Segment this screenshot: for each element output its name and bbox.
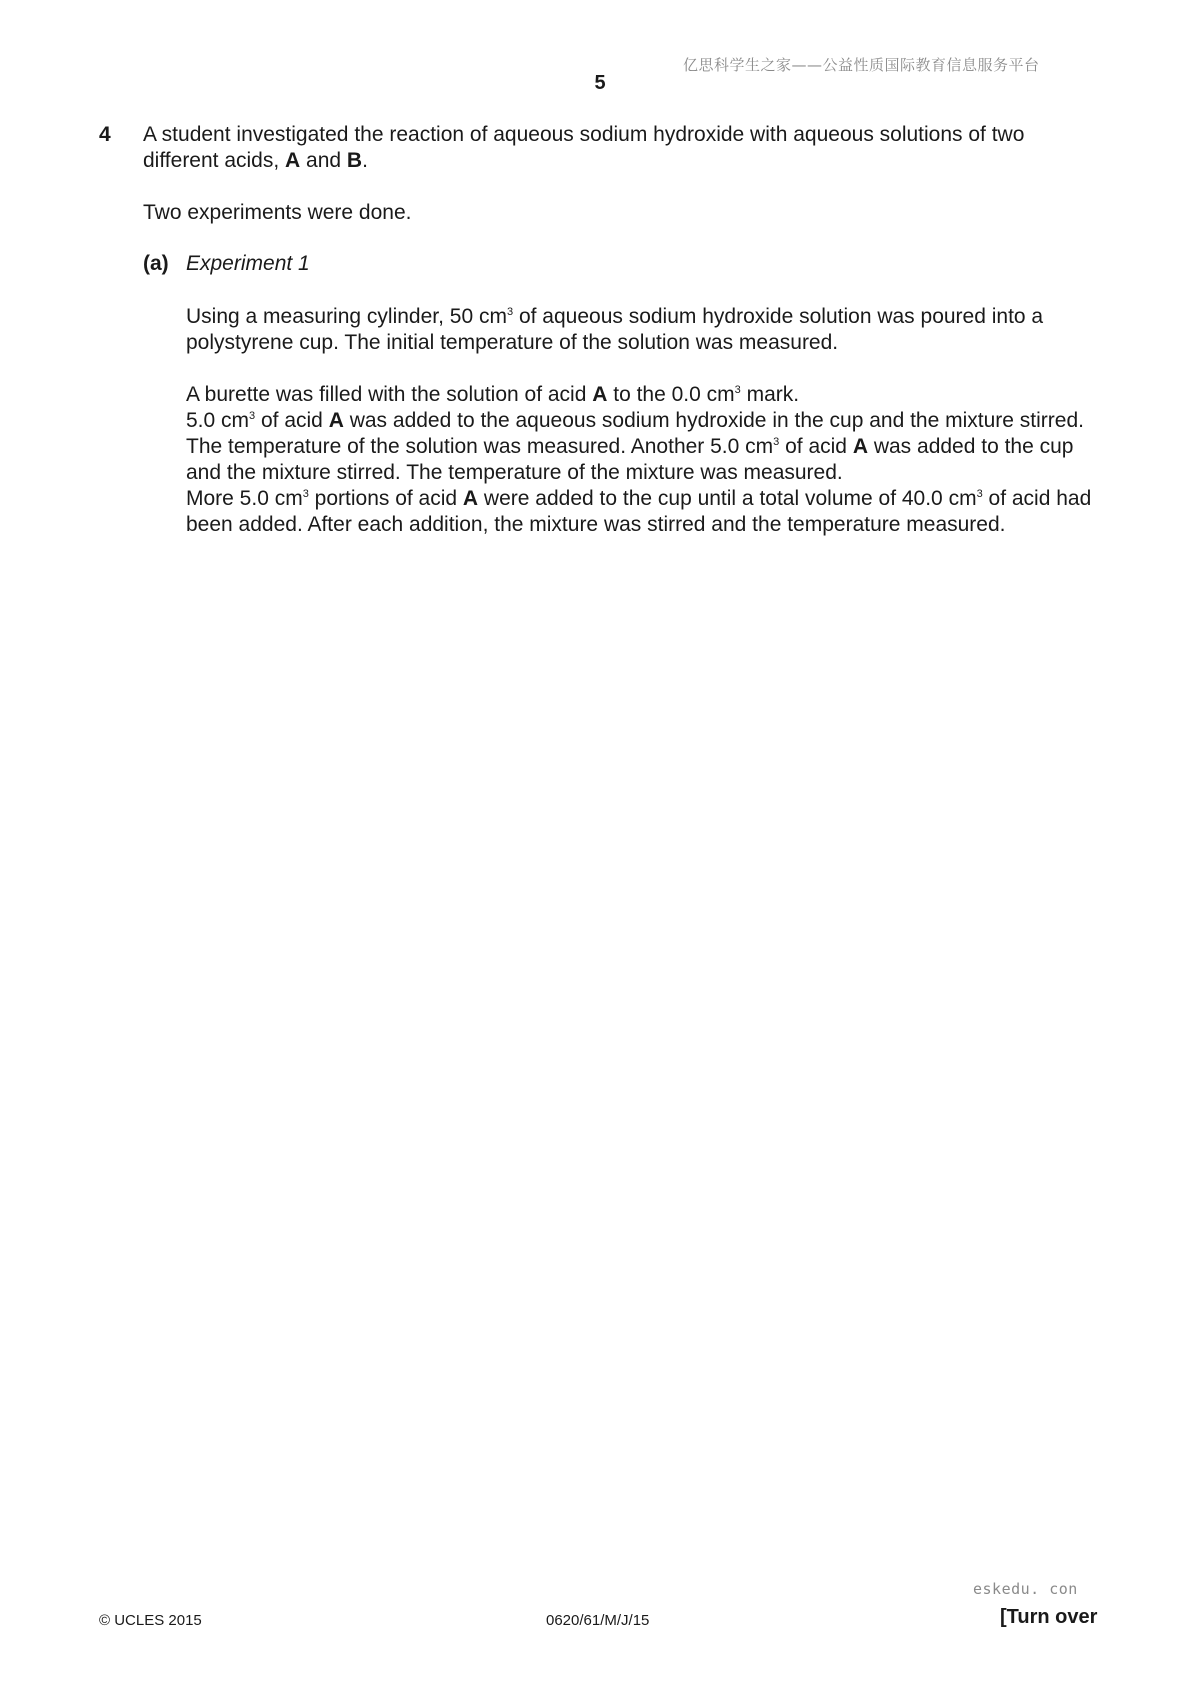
l3-text-1: The temperature of the solution was measured. Another 5.0 cm xyxy=(186,435,774,458)
procedure-line-2 xyxy=(186,408,1106,434)
procedure-line-4 xyxy=(186,486,1106,538)
intro-and: and xyxy=(300,149,347,172)
footer-watermark: eskedu. con xyxy=(973,1580,1078,1598)
acid-a-label: A xyxy=(462,487,479,510)
question-intro xyxy=(143,122,1103,174)
l4-text-3: were added to the cup until a total volume of 40.0 cm xyxy=(478,487,977,510)
l2-text-1: 5.0 cm xyxy=(186,409,250,432)
procedure-paragraph-1 xyxy=(186,304,1106,356)
copyright-notice: © UCLES 2015 xyxy=(99,1612,202,1629)
acid-b-label: B xyxy=(346,149,363,172)
procedure-paragraph-2 xyxy=(186,382,1106,538)
cubed-superscript: 3 xyxy=(506,306,514,318)
procedure-line-3 xyxy=(186,434,1106,486)
question-number: 4 xyxy=(99,123,111,146)
l4-text-2: portions of acid xyxy=(308,487,463,510)
experiments-statement: Two experiments were done. xyxy=(143,201,412,224)
l2-text-2: of acid xyxy=(255,409,329,432)
cubed-superscript: 3 xyxy=(302,488,309,500)
header-watermark: 亿思科学生之家——公益性质国际教育信息服务平台 xyxy=(683,56,1040,74)
l1-text-3: mark. xyxy=(740,383,800,406)
l4-text-1: More 5.0 cm xyxy=(186,487,303,510)
cubed-superscript: 3 xyxy=(976,488,983,500)
p1-text-2: of aqueous sodium hydroxide solution was poured into a polystyrene cup. The initial temperature of the solution was measured. xyxy=(186,305,1044,354)
intro-period: . xyxy=(362,149,368,172)
l4-text-4: of acid had been added. After each addition, the mixture was stirred and the temperature measured. xyxy=(186,487,1092,536)
page-number: 5 xyxy=(594,72,606,94)
acid-a-label: A xyxy=(852,435,868,458)
cubed-superscript: 3 xyxy=(773,436,780,448)
l3-text-2: of acid xyxy=(779,435,853,458)
cubed-superscript: 3 xyxy=(249,410,256,422)
acid-a-label: A xyxy=(285,149,301,172)
acid-a-label: A xyxy=(592,383,608,406)
turn-over-label: [Turn over xyxy=(1000,1606,1098,1628)
paper-code: 0620/61/M/J/15 xyxy=(546,1612,650,1629)
part-a-title: Experiment 1 xyxy=(186,252,310,275)
part-a-label: (a) xyxy=(143,252,169,275)
l1-text-2: to the 0.0 cm xyxy=(607,383,735,406)
l1-text-1: A burette was filled with the solution of acid xyxy=(186,383,593,406)
l2-text-3: was added to the aqueous sodium hydroxide in the cup and the mixture stirred. xyxy=(343,409,1084,432)
l3-text-3: was added to the cup and the mixture stirred. The temperature of the mixture was measured. xyxy=(186,435,1074,484)
cubed-superscript: 3 xyxy=(734,384,741,396)
intro-text: A student investigated the reaction of aqueous sodium hydroxide with aqueous solutions of two different acids, xyxy=(143,123,1025,172)
procedure-line-1 xyxy=(186,382,1106,408)
acid-a-label: A xyxy=(328,409,344,432)
p1-text-1: Using a measuring cylinder, 50 cm xyxy=(186,305,507,328)
